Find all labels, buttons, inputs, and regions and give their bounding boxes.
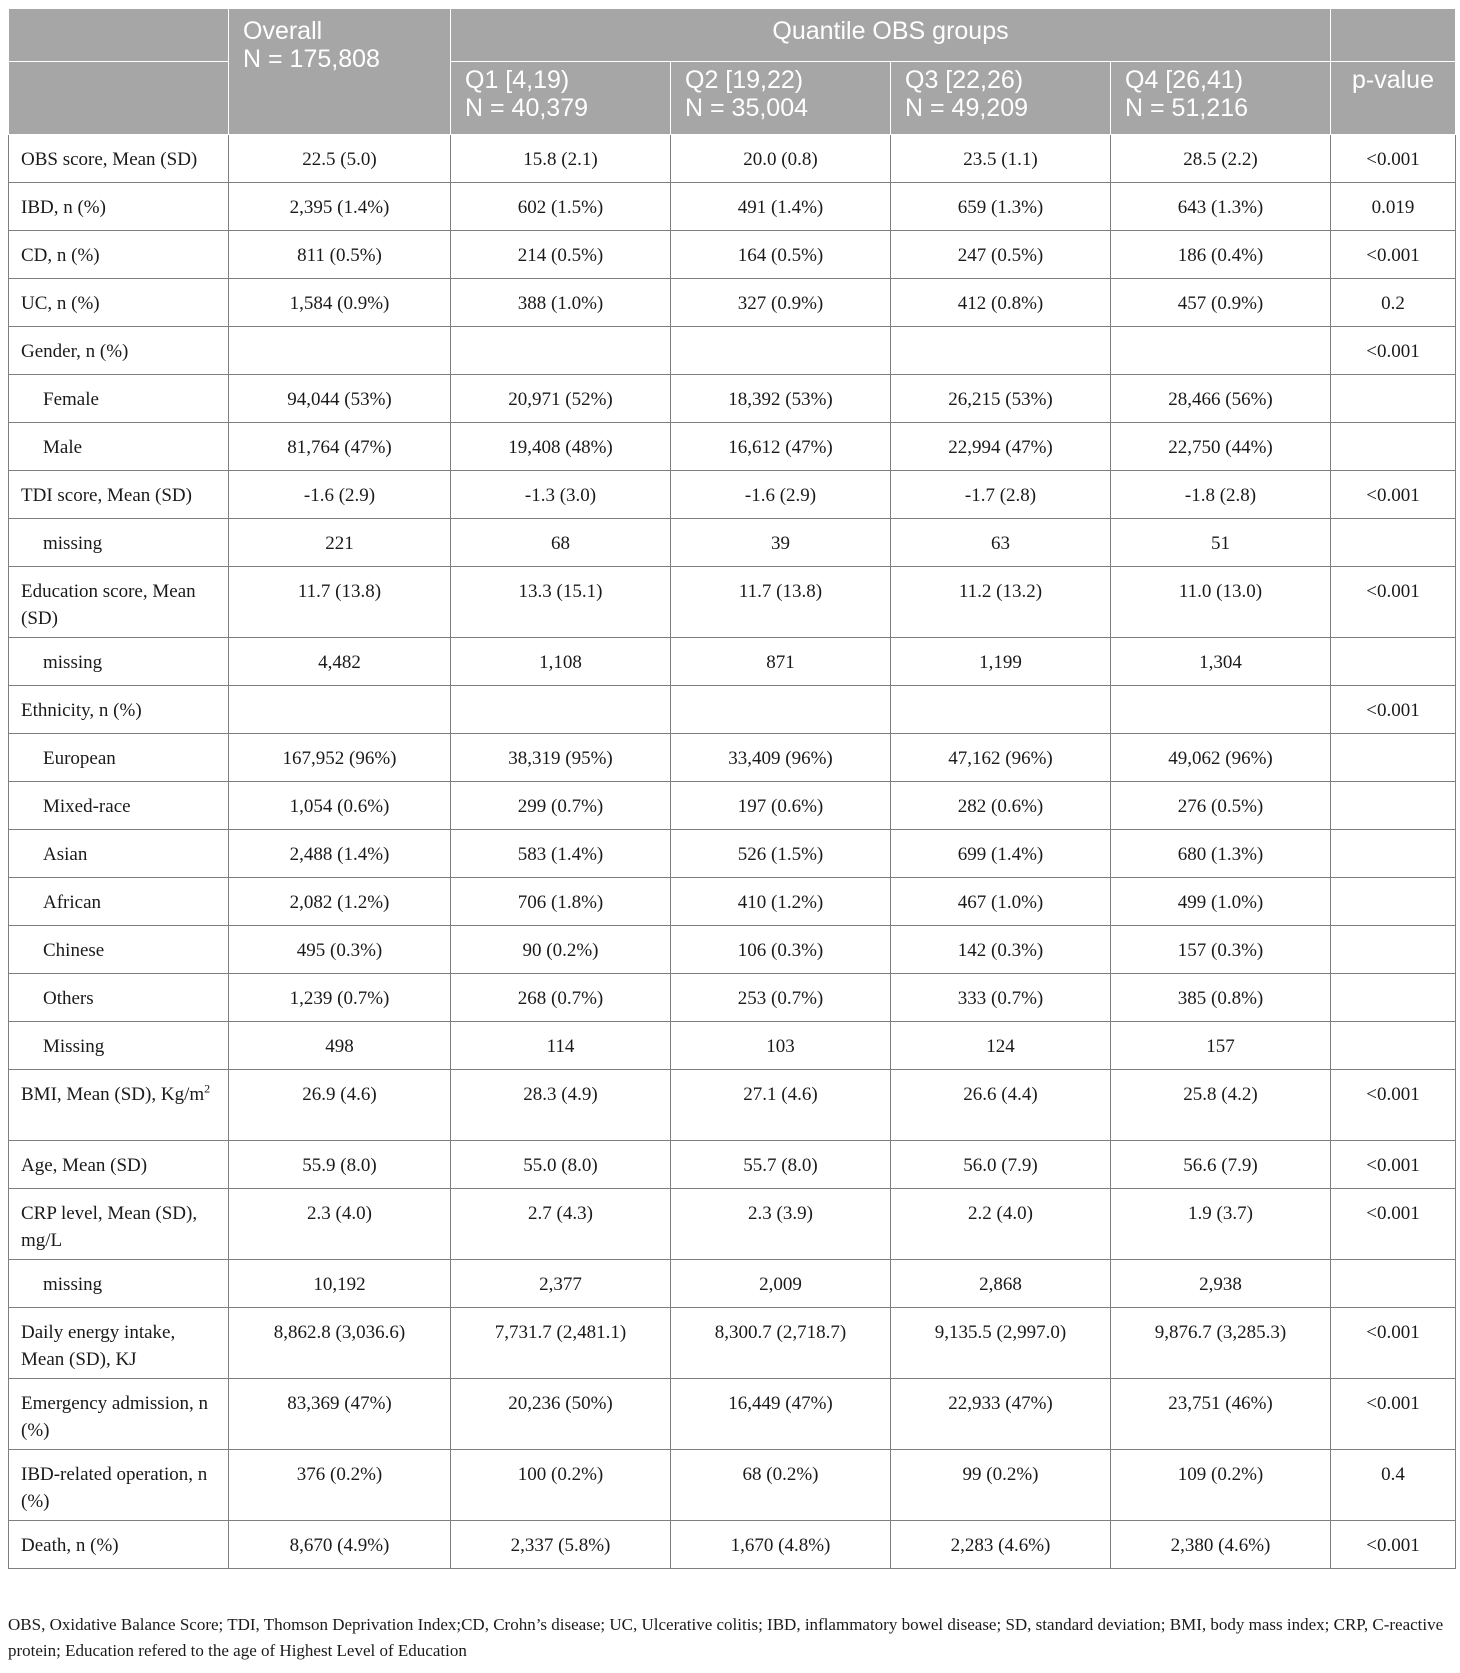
- value-cell: 83,369 (47%): [229, 1379, 451, 1450]
- value-cell: 26.6 (4.4): [891, 1070, 1111, 1141]
- value-cell: 56.0 (7.9): [891, 1141, 1111, 1189]
- row-label-text: OBS score, Mean (SD): [21, 149, 198, 170]
- value-cell: 268 (0.7%): [451, 974, 671, 1022]
- value-cell: 2.3 (3.9): [671, 1189, 891, 1260]
- row-label: [9, 974, 229, 1022]
- table-row: [9, 519, 1456, 567]
- row-label: [9, 279, 229, 327]
- value-cell: 22,750 (44%): [1111, 423, 1331, 471]
- header-q2-range: Q2 [19,22): [685, 66, 804, 94]
- value-cell: 2.2 (4.0): [891, 1189, 1111, 1260]
- value-cell: 56.6 (7.9): [1111, 1141, 1331, 1189]
- row-label: [9, 423, 229, 471]
- value-cell: 1.9 (3.7): [1111, 1189, 1331, 1260]
- value-cell: 467 (1.0%): [891, 878, 1111, 926]
- value-cell: 602 (1.5%): [451, 183, 671, 231]
- value-cell: 11.7 (13.8): [229, 567, 451, 638]
- pvalue-cell: <0.001: [1331, 471, 1456, 519]
- value-cell: 412 (0.8%): [891, 279, 1111, 327]
- value-cell: 103: [671, 1022, 891, 1070]
- pvalue-cell: [1331, 974, 1456, 1022]
- value-cell: 247 (0.5%): [891, 231, 1111, 279]
- value-cell: 33,409 (96%): [671, 734, 891, 782]
- value-cell: [451, 327, 671, 375]
- value-cell: 2,938: [1111, 1260, 1331, 1308]
- value-cell: 385 (0.8%): [1111, 974, 1331, 1022]
- row-label-text: IBD, n (%): [21, 197, 106, 218]
- table-row: [9, 1260, 1456, 1308]
- pvalue-cell: [1331, 638, 1456, 686]
- row-label: [9, 1379, 229, 1450]
- row-label-text: Female: [43, 389, 99, 410]
- pvalue-cell: <0.001: [1331, 1379, 1456, 1450]
- pvalue-cell: [1331, 375, 1456, 423]
- table-row: [9, 782, 1456, 830]
- pvalue-cell: <0.001: [1331, 1070, 1456, 1141]
- row-label-text: Death, n (%): [21, 1535, 119, 1556]
- value-cell: [229, 327, 451, 375]
- value-cell: 811 (0.5%): [229, 231, 451, 279]
- header-blank-2: [9, 62, 229, 135]
- value-cell: [671, 686, 891, 734]
- row-label-text: Others: [43, 988, 94, 1009]
- pvalue-cell: [1331, 878, 1456, 926]
- header-q1-n: N = 40,379: [465, 94, 589, 122]
- row-label: [9, 519, 229, 567]
- value-cell: 8,670 (4.9%): [229, 1521, 451, 1569]
- value-cell: 1,584 (0.9%): [229, 279, 451, 327]
- value-cell: 124: [891, 1022, 1111, 1070]
- value-cell: 2,868: [891, 1260, 1111, 1308]
- row-label: [9, 567, 229, 638]
- value-cell: 157 (0.3%): [1111, 926, 1331, 974]
- value-cell: 13.3 (15.1): [451, 567, 671, 638]
- value-cell: -1.6 (2.9): [671, 471, 891, 519]
- header-pvalue: p-value: [1331, 62, 1456, 135]
- row-label-text: Asian: [43, 844, 88, 865]
- table-footnote: OBS, Oxidative Balance Score; TDI, Thomson Deprivation Index;CD, Crohn’s disease; UC, Ulcerative colitis; IBD, inflammatory bowel disease; SD, standard deviation; BMI, body mass index; CRP, C-reactive protein; Education refered to the age of Highest Level of Education: [8, 1615, 1444, 1660]
- value-cell: 27.1 (4.6): [671, 1070, 891, 1141]
- row-label: [9, 1022, 229, 1070]
- pvalue-cell: [1331, 782, 1456, 830]
- value-cell: -1.8 (2.8): [1111, 471, 1331, 519]
- header-overall-title: Overall: [243, 17, 323, 45]
- value-cell: 2,380 (4.6%): [1111, 1521, 1331, 1569]
- table-header: [9, 9, 1456, 135]
- value-cell: 25.8 (4.2): [1111, 1070, 1331, 1141]
- value-cell: 499 (1.0%): [1111, 878, 1331, 926]
- value-cell: 23,751 (46%): [1111, 1379, 1331, 1450]
- value-cell: 8,862.8 (3,036.6): [229, 1308, 451, 1379]
- value-cell: -1.6 (2.9): [229, 471, 451, 519]
- table-row: [9, 1189, 1456, 1260]
- value-cell: 871: [671, 638, 891, 686]
- header-q4: [1111, 62, 1331, 135]
- value-cell: 164 (0.5%): [671, 231, 891, 279]
- table-row: [9, 734, 1456, 782]
- row-label-text: CRP level, Mean (SD), mg/L: [21, 1203, 198, 1251]
- value-cell: 55.0 (8.0): [451, 1141, 671, 1189]
- value-cell: 109 (0.2%): [1111, 1450, 1331, 1521]
- value-cell: 388 (1.0%): [451, 279, 671, 327]
- header-q2-n: N = 35,004: [685, 94, 809, 122]
- table-row: [9, 878, 1456, 926]
- table-row: [9, 567, 1456, 638]
- header-overall-n: N = 175,808: [243, 45, 380, 73]
- pvalue-cell: <0.001: [1331, 135, 1456, 183]
- row-label-text: BMI, Mean (SD), Kg/m: [21, 1084, 205, 1105]
- pvalue-cell: 0.2: [1331, 279, 1456, 327]
- row-label: [9, 1260, 229, 1308]
- table-row: [9, 471, 1456, 519]
- table-row: [9, 1379, 1456, 1450]
- pvalue-cell: <0.001: [1331, 1141, 1456, 1189]
- value-cell: 276 (0.5%): [1111, 782, 1331, 830]
- value-cell: 39: [671, 519, 891, 567]
- value-cell: [891, 686, 1111, 734]
- pvalue-cell: 0.019: [1331, 183, 1456, 231]
- table-container: [8, 8, 1455, 1569]
- value-cell: 2,337 (5.8%): [451, 1521, 671, 1569]
- value-cell: 376 (0.2%): [229, 1450, 451, 1521]
- value-cell: 2.7 (4.3): [451, 1189, 671, 1260]
- row-label: [9, 638, 229, 686]
- value-cell: 26.9 (4.6): [229, 1070, 451, 1141]
- value-cell: 221: [229, 519, 451, 567]
- row-label: [9, 926, 229, 974]
- value-cell: 38,319 (95%): [451, 734, 671, 782]
- value-cell: 327 (0.9%): [671, 279, 891, 327]
- row-label-text: IBD-related operation, n (%): [21, 1464, 208, 1512]
- row-label: [9, 1189, 229, 1260]
- table-row: [9, 1450, 1456, 1521]
- value-cell: [451, 686, 671, 734]
- header-q3-n: N = 49,209: [905, 94, 1029, 122]
- table-row: [9, 375, 1456, 423]
- value-cell: -1.7 (2.8): [891, 471, 1111, 519]
- value-cell: [1111, 686, 1331, 734]
- value-cell: 498: [229, 1022, 451, 1070]
- value-cell: 114: [451, 1022, 671, 1070]
- value-cell: 55.9 (8.0): [229, 1141, 451, 1189]
- value-cell: 81,764 (47%): [229, 423, 451, 471]
- value-cell: [671, 327, 891, 375]
- value-cell: 526 (1.5%): [671, 830, 891, 878]
- value-cell: 100 (0.2%): [451, 1450, 671, 1521]
- header-q3: [891, 62, 1111, 135]
- value-cell: 253 (0.7%): [671, 974, 891, 1022]
- row-label-text: African: [43, 892, 102, 913]
- value-cell: 10,192: [229, 1260, 451, 1308]
- row-label: [9, 1521, 229, 1569]
- value-cell: 11.7 (13.8): [671, 567, 891, 638]
- value-cell: 1,670 (4.8%): [671, 1521, 891, 1569]
- value-cell: 699 (1.4%): [891, 830, 1111, 878]
- row-label-text: Daily energy intake, Mean (SD), KJ: [21, 1322, 176, 1370]
- row-label: [9, 1070, 229, 1141]
- baseline-characteristics-table: [8, 8, 1456, 1569]
- row-label: [9, 1308, 229, 1379]
- header-blank: [9, 9, 229, 62]
- pvalue-cell: 0.4: [1331, 1450, 1456, 1521]
- value-cell: 9,135.5 (2,997.0): [891, 1308, 1111, 1379]
- table-row: [9, 1022, 1456, 1070]
- table-row: [9, 1070, 1456, 1141]
- value-cell: 47,162 (96%): [891, 734, 1111, 782]
- row-label: [9, 471, 229, 519]
- row-label-text: Missing: [43, 1036, 105, 1057]
- header-q4-n: N = 51,216: [1125, 94, 1249, 122]
- pvalue-cell: <0.001: [1331, 567, 1456, 638]
- value-cell: 19,408 (48%): [451, 423, 671, 471]
- value-cell: 7,731.7 (2,481.1): [451, 1308, 671, 1379]
- row-label-text: Education score, Mean (SD): [21, 581, 196, 629]
- value-cell: 1,108: [451, 638, 671, 686]
- value-cell: -1.3 (3.0): [451, 471, 671, 519]
- pvalue-cell: [1331, 734, 1456, 782]
- value-cell: 11.2 (13.2): [891, 567, 1111, 638]
- value-cell: 20,236 (50%): [451, 1379, 671, 1450]
- value-cell: 20.0 (0.8): [671, 135, 891, 183]
- value-cell: 26,215 (53%): [891, 375, 1111, 423]
- value-cell: 2,395 (1.4%): [229, 183, 451, 231]
- value-cell: 28,466 (56%): [1111, 375, 1331, 423]
- header-q1: [451, 62, 671, 135]
- row-label-text: CD, n (%): [21, 245, 100, 266]
- value-cell: 23.5 (1.1): [891, 135, 1111, 183]
- value-cell: 495 (0.3%): [229, 926, 451, 974]
- value-cell: 22.5 (5.0): [229, 135, 451, 183]
- header-q2: [671, 62, 891, 135]
- table-body: [9, 135, 1456, 1569]
- table-row: [9, 279, 1456, 327]
- value-cell: 333 (0.7%): [891, 974, 1111, 1022]
- header-q3-range: Q3 [22,26): [905, 66, 1024, 94]
- value-cell: 2,488 (1.4%): [229, 830, 451, 878]
- row-label: [9, 135, 229, 183]
- value-cell: 15.8 (2.1): [451, 135, 671, 183]
- value-cell: 8,300.7 (2,718.7): [671, 1308, 891, 1379]
- header-blank-right: [1331, 9, 1456, 62]
- value-cell: 1,054 (0.6%): [229, 782, 451, 830]
- value-cell: 1,304: [1111, 638, 1331, 686]
- pvalue-cell: <0.001: [1331, 327, 1456, 375]
- value-cell: 410 (1.2%): [671, 878, 891, 926]
- pvalue-cell: <0.001: [1331, 231, 1456, 279]
- row-label: [9, 183, 229, 231]
- value-cell: 16,449 (47%): [671, 1379, 891, 1450]
- value-cell: [1111, 327, 1331, 375]
- value-cell: 63: [891, 519, 1111, 567]
- row-label-text: missing: [43, 1274, 103, 1295]
- value-cell: 16,612 (47%): [671, 423, 891, 471]
- value-cell: 28.5 (2.2): [1111, 135, 1331, 183]
- value-cell: 491 (1.4%): [671, 183, 891, 231]
- value-cell: 22,994 (47%): [891, 423, 1111, 471]
- value-cell: 2,377: [451, 1260, 671, 1308]
- value-cell: 142 (0.3%): [891, 926, 1111, 974]
- value-cell: 20,971 (52%): [451, 375, 671, 423]
- row-label-text: Emergency admission, n (%): [21, 1393, 208, 1441]
- table-row: [9, 231, 1456, 279]
- value-cell: 214 (0.5%): [451, 231, 671, 279]
- table-row: [9, 1308, 1456, 1379]
- row-label-text: Age, Mean (SD): [21, 1155, 148, 1176]
- table-row: [9, 686, 1456, 734]
- value-cell: 49,062 (96%): [1111, 734, 1331, 782]
- value-cell: 55.7 (8.0): [671, 1141, 891, 1189]
- row-label-text: missing: [43, 652, 103, 673]
- row-label-text: Mixed-race: [43, 796, 131, 817]
- value-cell: 4,482: [229, 638, 451, 686]
- value-cell: 11.0 (13.0): [1111, 567, 1331, 638]
- value-cell: 197 (0.6%): [671, 782, 891, 830]
- value-cell: 167,952 (96%): [229, 734, 451, 782]
- value-cell: 28.3 (4.9): [451, 1070, 671, 1141]
- value-cell: 643 (1.3%): [1111, 183, 1331, 231]
- row-label: [9, 830, 229, 878]
- table-row: [9, 183, 1456, 231]
- row-label-text: TDI score, Mean (SD): [21, 485, 192, 506]
- pvalue-cell: <0.001: [1331, 1308, 1456, 1379]
- value-cell: 2.3 (4.0): [229, 1189, 451, 1260]
- header-overall: [229, 9, 451, 135]
- value-cell: 22,933 (47%): [891, 1379, 1111, 1450]
- value-cell: 1,239 (0.7%): [229, 974, 451, 1022]
- row-label-text: Chinese: [43, 940, 105, 961]
- value-cell: 94,044 (53%): [229, 375, 451, 423]
- row-label: [9, 878, 229, 926]
- pvalue-cell: <0.001: [1331, 1521, 1456, 1569]
- row-label-text: UC, n (%): [21, 293, 100, 314]
- row-label-text: Ethnicity, n (%): [21, 700, 142, 721]
- pvalue-cell: [1331, 926, 1456, 974]
- value-cell: 583 (1.4%): [451, 830, 671, 878]
- value-cell: [229, 686, 451, 734]
- table-row: [9, 974, 1456, 1022]
- pvalue-cell: [1331, 519, 1456, 567]
- pvalue-cell: [1331, 1022, 1456, 1070]
- value-cell: 9,876.7 (3,285.3): [1111, 1308, 1331, 1379]
- pvalue-cell: [1331, 830, 1456, 878]
- row-label: [9, 686, 229, 734]
- value-cell: 680 (1.3%): [1111, 830, 1331, 878]
- row-label: [9, 782, 229, 830]
- value-cell: 90 (0.2%): [451, 926, 671, 974]
- pvalue-cell: <0.001: [1331, 1189, 1456, 1260]
- value-cell: 68: [451, 519, 671, 567]
- value-cell: 99 (0.2%): [891, 1450, 1111, 1521]
- pvalue-cell: [1331, 1260, 1456, 1308]
- row-label: [9, 231, 229, 279]
- value-cell: [891, 327, 1111, 375]
- value-cell: 282 (0.6%): [891, 782, 1111, 830]
- value-cell: 186 (0.4%): [1111, 231, 1331, 279]
- table-row: [9, 135, 1456, 183]
- value-cell: 659 (1.3%): [891, 183, 1111, 231]
- row-label: [9, 375, 229, 423]
- value-cell: 18,392 (53%): [671, 375, 891, 423]
- value-cell: 2,283 (4.6%): [891, 1521, 1111, 1569]
- row-label: [9, 327, 229, 375]
- pvalue-cell: [1331, 423, 1456, 471]
- value-cell: 706 (1.8%): [451, 878, 671, 926]
- table-row: [9, 638, 1456, 686]
- value-cell: 1,199: [891, 638, 1111, 686]
- row-label: [9, 1450, 229, 1521]
- row-label: [9, 734, 229, 782]
- row-label: [9, 1141, 229, 1189]
- value-cell: 157: [1111, 1022, 1331, 1070]
- value-cell: 299 (0.7%): [451, 782, 671, 830]
- table-row: [9, 423, 1456, 471]
- value-cell: 2,009: [671, 1260, 891, 1308]
- row-label-text: European: [43, 748, 116, 769]
- table-row: [9, 327, 1456, 375]
- row-label-superscript: 2: [204, 1081, 211, 1096]
- row-label-text: missing: [43, 533, 103, 554]
- value-cell: 457 (0.9%): [1111, 279, 1331, 327]
- table-row: [9, 926, 1456, 974]
- value-cell: 2,082 (1.2%): [229, 878, 451, 926]
- header-quantile-groups: Quantile OBS groups: [451, 9, 1331, 62]
- header-q4-range: Q4 [26,41): [1125, 66, 1244, 94]
- value-cell: 106 (0.3%): [671, 926, 891, 974]
- table-row: [9, 1521, 1456, 1569]
- row-label-text: Gender, n (%): [21, 341, 129, 362]
- value-cell: 51: [1111, 519, 1331, 567]
- header-q1-range: Q1 [4,19): [465, 66, 570, 94]
- table-row: [9, 1141, 1456, 1189]
- pvalue-cell: <0.001: [1331, 686, 1456, 734]
- row-label-text: Male: [43, 437, 83, 458]
- value-cell: 68 (0.2%): [671, 1450, 891, 1521]
- table-row: [9, 830, 1456, 878]
